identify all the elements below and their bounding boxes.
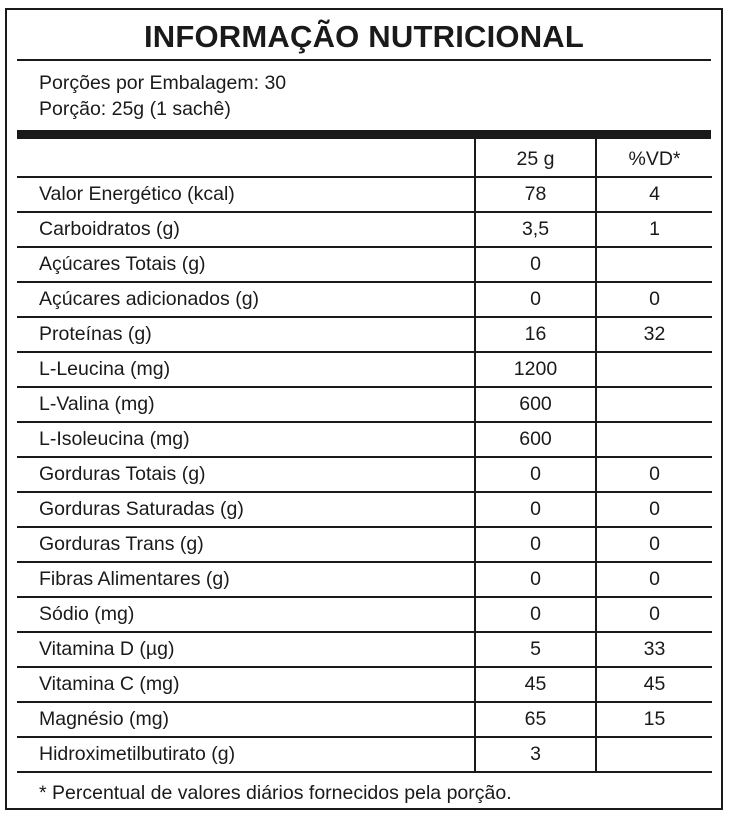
- nutrient-name: L-Valina (mg): [17, 387, 475, 422]
- amount-value: 3: [475, 737, 596, 772]
- serving-info: [39, 70, 286, 122]
- table-row: [17, 177, 712, 212]
- nutrition-table: [17, 139, 712, 773]
- daily-value: [596, 247, 712, 282]
- portion-size: Porção: 25g (1 sachê): [39, 98, 231, 120]
- amount-value: 600: [475, 422, 596, 457]
- table-row: [17, 492, 712, 527]
- amount-value: 0: [475, 282, 596, 317]
- amount-value: 0: [475, 527, 596, 562]
- amount-value: 5: [475, 632, 596, 667]
- nutrition-facts-panel: [5, 8, 723, 810]
- nutrient-name: Fibras Alimentares (g): [17, 562, 475, 597]
- table-row: [17, 352, 712, 387]
- nutrient-name: Gorduras Saturadas (g): [17, 492, 475, 527]
- amount-value: 0: [475, 247, 596, 282]
- daily-value: 0: [596, 282, 712, 317]
- amount-value: 0: [475, 597, 596, 632]
- table-body: [17, 177, 712, 772]
- title-divider: [17, 59, 711, 61]
- daily-value: 32: [596, 317, 712, 352]
- nutrient-name: Vitamina D (µg): [17, 632, 475, 667]
- amount-value: 3,5: [475, 212, 596, 247]
- amount-value: 45: [475, 667, 596, 702]
- nutrient-name: Gorduras Trans (g): [17, 527, 475, 562]
- amount-value: 1200: [475, 352, 596, 387]
- table-row: [17, 317, 712, 352]
- daily-value: [596, 352, 712, 387]
- daily-value: 0: [596, 492, 712, 527]
- amount-value: 600: [475, 387, 596, 422]
- daily-value: [596, 737, 712, 772]
- nutrient-name: L-Isoleucina (mg): [17, 422, 475, 457]
- table-row: [17, 597, 712, 632]
- panel-title: INFORMAÇÃO NUTRICIONAL: [143, 19, 585, 54]
- nutrient-name: Hidroximetilbutirato (g): [17, 737, 475, 772]
- table-header-row: [17, 139, 712, 177]
- nutrient-name: Sódio (mg): [17, 597, 475, 632]
- table-row: [17, 632, 712, 667]
- daily-value: 0: [596, 562, 712, 597]
- table-row: [17, 387, 712, 422]
- header-amount: 25 g: [475, 139, 596, 177]
- amount-value: 65: [475, 702, 596, 737]
- nutrient-name: Vitamina C (mg): [17, 667, 475, 702]
- table-row: [17, 737, 712, 772]
- table-row: [17, 212, 712, 247]
- nutrient-name: Gorduras Totais (g): [17, 457, 475, 492]
- header-nutrient: [17, 139, 475, 177]
- table-row: [17, 527, 712, 562]
- daily-value: 0: [596, 527, 712, 562]
- daily-value: 33: [596, 632, 712, 667]
- amount-value: 0: [475, 562, 596, 597]
- amount-value: 78: [475, 177, 596, 212]
- nutrient-name: Valor Energético (kcal): [17, 177, 475, 212]
- nutrient-name: Carboidratos (g): [17, 212, 475, 247]
- portions-per-package: Porções por Embalagem: 30: [39, 72, 287, 94]
- nutrient-name: Magnésio (mg): [17, 702, 475, 737]
- footnote: * Percentual de valores diários fornecidos pela porção.: [39, 782, 512, 804]
- nutrient-name: Açúcares adicionados (g): [17, 282, 475, 317]
- daily-value: 0: [596, 597, 712, 632]
- nutrient-name: Proteínas (g): [17, 317, 475, 352]
- table-row: [17, 247, 712, 282]
- nutrient-name: L-Leucina (mg): [17, 352, 475, 387]
- daily-value: 45: [596, 667, 712, 702]
- daily-value: [596, 422, 712, 457]
- table-row: [17, 282, 712, 317]
- table-row: [17, 457, 712, 492]
- daily-value: 15: [596, 702, 712, 737]
- daily-value: [596, 387, 712, 422]
- nutrient-name: Açúcares Totais (g): [17, 247, 475, 282]
- table-row: [17, 702, 712, 737]
- table-row: [17, 562, 712, 597]
- daily-value: 4: [596, 177, 712, 212]
- daily-value: 1: [596, 212, 712, 247]
- amount-value: 0: [475, 457, 596, 492]
- header-daily-value: %VD*: [596, 139, 712, 177]
- table-row: [17, 422, 712, 457]
- thick-divider: [17, 130, 711, 139]
- amount-value: 16: [475, 317, 596, 352]
- daily-value: 0: [596, 457, 712, 492]
- amount-value: 0: [475, 492, 596, 527]
- table-row: [17, 667, 712, 702]
